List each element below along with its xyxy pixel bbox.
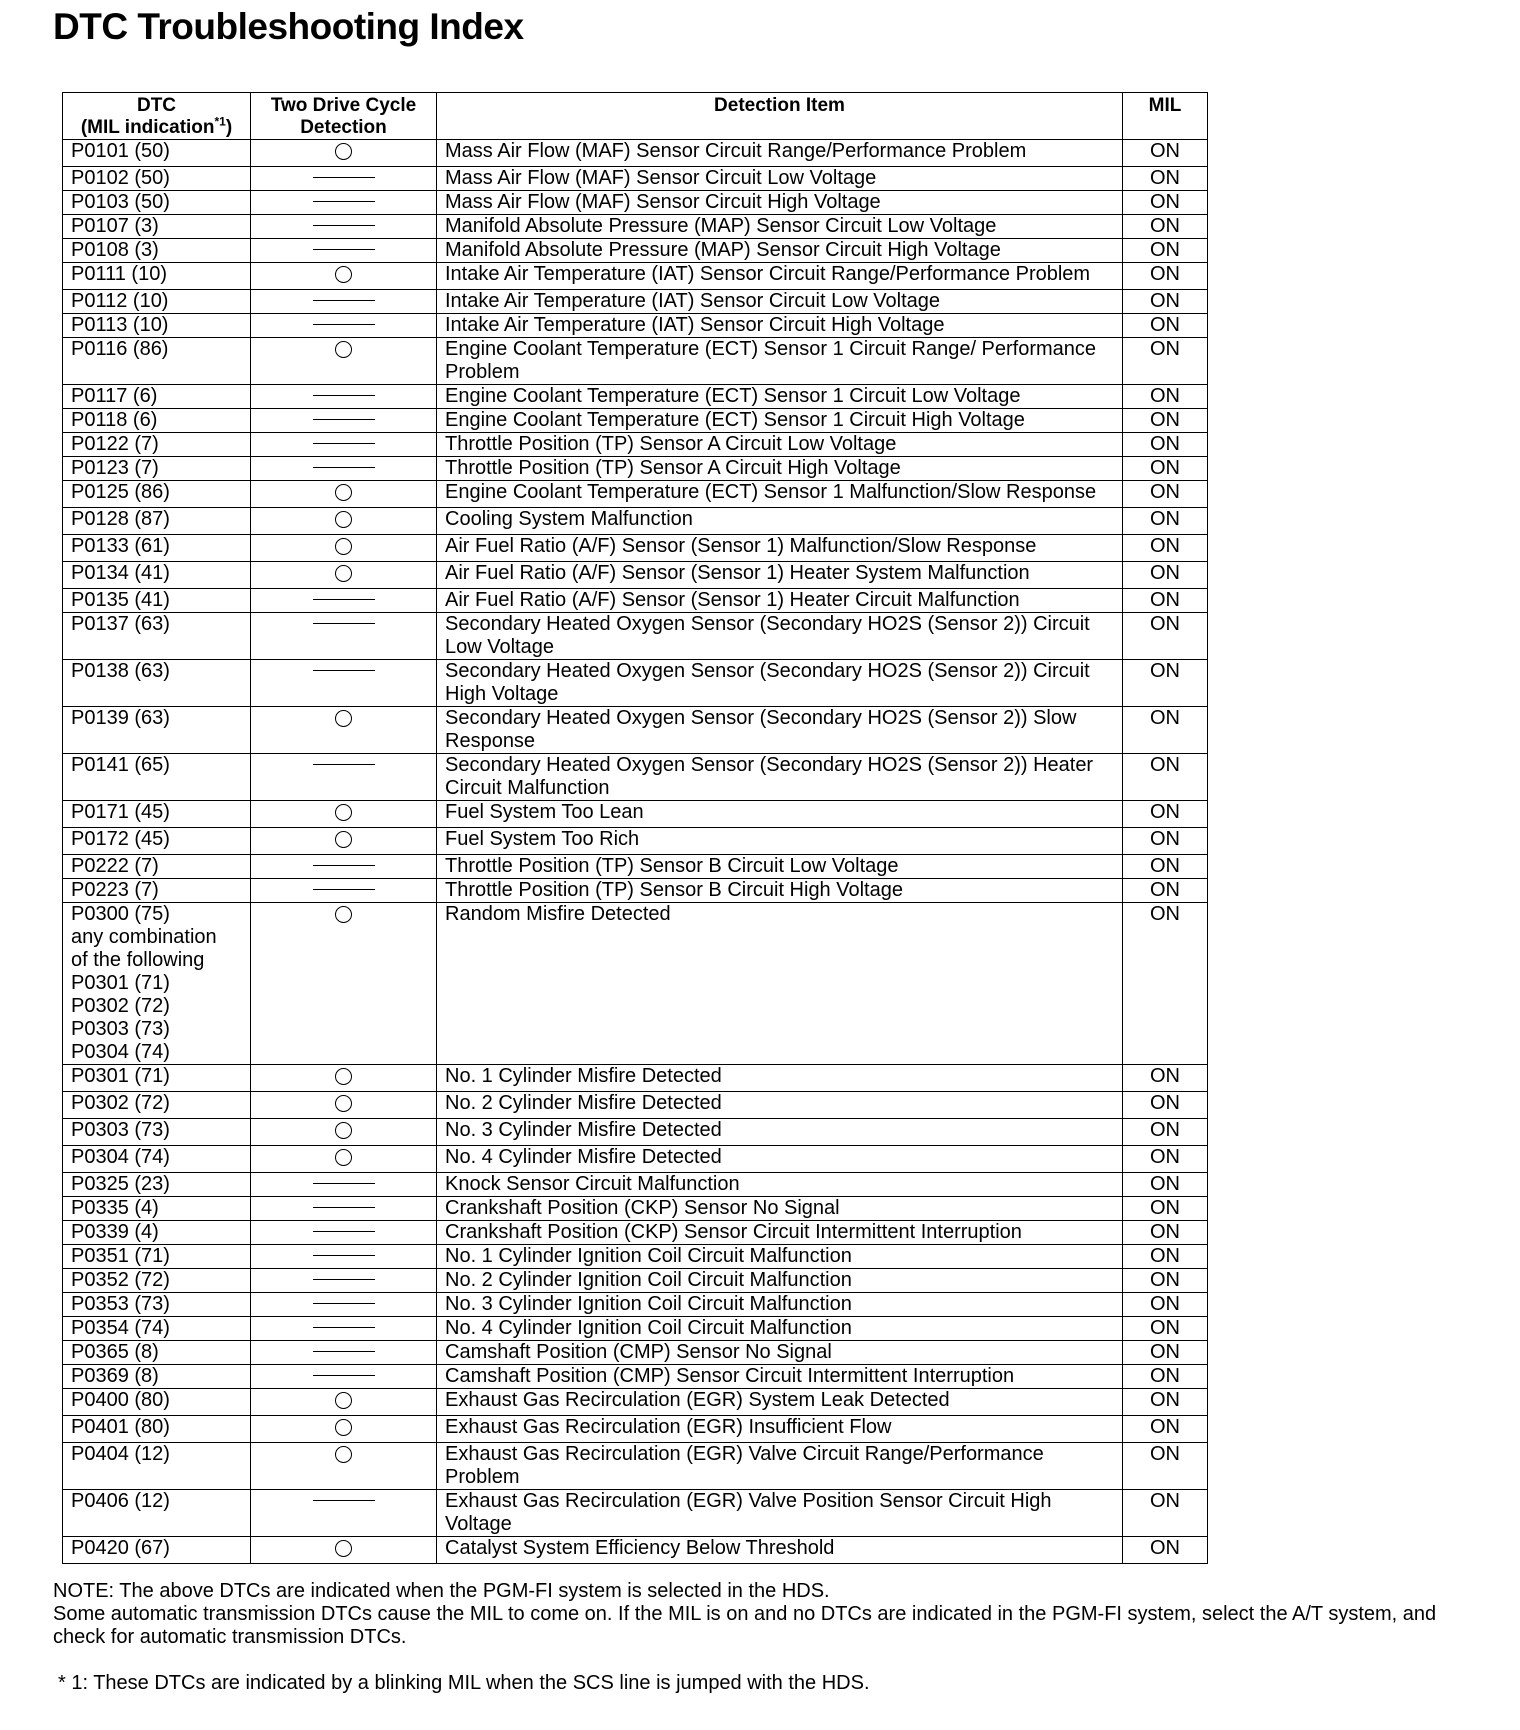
cell-detection-item: Crankshaft Position (CKP) Sensor No Signal bbox=[437, 1197, 1123, 1221]
dash-mark-icon bbox=[313, 1303, 375, 1304]
dash-mark-icon bbox=[313, 865, 375, 866]
circle-mark-icon bbox=[335, 1446, 352, 1463]
cell-detection-item: Catalyst System Efficiency Below Threshold bbox=[437, 1537, 1123, 1564]
cell-mil: ON bbox=[1123, 828, 1208, 855]
circle-mark-icon bbox=[335, 538, 352, 555]
cell-dtc: P0118 (6) bbox=[63, 409, 251, 433]
cell-dtc: P0420 (67) bbox=[63, 1537, 251, 1564]
cell-mil: ON bbox=[1123, 167, 1208, 191]
cell-mil: ON bbox=[1123, 1443, 1208, 1490]
cell-dtc: P0123 (7) bbox=[63, 457, 251, 481]
cell-detection-item: Secondary Heated Oxygen Sensor (Secondary HO2S (Sensor 2)) Circuit High Voltage bbox=[437, 660, 1123, 707]
table-row bbox=[63, 1416, 1208, 1443]
cell-dtc: P0304 (74) bbox=[63, 1146, 251, 1173]
cell-dtc: P0112 (10) bbox=[63, 290, 251, 314]
circle-mark-icon bbox=[335, 1122, 352, 1139]
cell-dtc: P0406 (12) bbox=[63, 1490, 251, 1537]
header-dtc bbox=[63, 93, 251, 140]
cell-two-drive-cycle bbox=[251, 167, 437, 191]
cell-mil: ON bbox=[1123, 457, 1208, 481]
circle-mark-icon bbox=[335, 1419, 352, 1436]
cell-detection-item: Exhaust Gas Recirculation (EGR) Insufficient Flow bbox=[437, 1416, 1123, 1443]
cell-dtc: P0134 (41) bbox=[63, 562, 251, 589]
circle-mark-icon bbox=[335, 831, 352, 848]
cell-dtc: P0133 (61) bbox=[63, 535, 251, 562]
dash-mark-icon bbox=[313, 1327, 375, 1328]
cell-dtc: P0300 (75) any combination of the following P0301 (71) P0302 (72) P0303 (73) P0304 (74) bbox=[63, 903, 251, 1065]
table-row bbox=[63, 1197, 1208, 1221]
cell-detection-item: Manifold Absolute Pressure (MAP) Sensor Circuit Low Voltage bbox=[437, 215, 1123, 239]
dash-mark-icon bbox=[313, 1375, 375, 1376]
cell-two-drive-cycle bbox=[251, 1173, 437, 1197]
cell-two-drive-cycle bbox=[251, 855, 437, 879]
table-row bbox=[63, 1341, 1208, 1365]
dash-mark-icon bbox=[313, 623, 375, 624]
dash-mark-icon bbox=[313, 1231, 375, 1232]
cell-mil: ON bbox=[1123, 1065, 1208, 1092]
cell-two-drive-cycle bbox=[251, 1537, 437, 1564]
table-row bbox=[63, 1092, 1208, 1119]
table-row bbox=[63, 263, 1208, 290]
table-row bbox=[63, 314, 1208, 338]
cell-dtc: P0400 (80) bbox=[63, 1389, 251, 1416]
cell-dtc: P0325 (23) bbox=[63, 1173, 251, 1197]
cell-dtc: P0354 (74) bbox=[63, 1317, 251, 1341]
cell-mil: ON bbox=[1123, 1269, 1208, 1293]
header-dtc-sub: (MIL indication bbox=[80, 117, 215, 138]
cell-two-drive-cycle bbox=[251, 1416, 437, 1443]
cell-detection-item: Exhaust Gas Recirculation (EGR) Valve Circuit Range/Performance Problem bbox=[437, 1443, 1123, 1490]
circle-mark-icon bbox=[335, 565, 352, 582]
table-row bbox=[63, 239, 1208, 263]
cell-detection-item: Camshaft Position (CMP) Sensor No Signal bbox=[437, 1341, 1123, 1365]
header-dtc-label: DTC bbox=[136, 95, 177, 116]
table-row bbox=[63, 1443, 1208, 1490]
table-row bbox=[63, 613, 1208, 660]
circle-mark-icon bbox=[335, 710, 352, 727]
cell-two-drive-cycle bbox=[251, 1092, 437, 1119]
footnote: * 1: These DTCs are indicated by a blinking MIL when the SCS line is jumped with the HDS. bbox=[58, 1672, 870, 1694]
cell-two-drive-cycle bbox=[251, 801, 437, 828]
cell-detection-item: Engine Coolant Temperature (ECT) Sensor 1 Circuit High Voltage bbox=[437, 409, 1123, 433]
cell-detection-item: No. 3 Cylinder Misfire Detected bbox=[437, 1119, 1123, 1146]
dash-mark-icon bbox=[313, 419, 375, 420]
cell-detection-item: No. 4 Cylinder Ignition Coil Circuit Malfunction bbox=[437, 1317, 1123, 1341]
cell-two-drive-cycle bbox=[251, 828, 437, 855]
dash-mark-icon bbox=[313, 1279, 375, 1280]
circle-mark-icon bbox=[335, 341, 352, 358]
dash-mark-icon bbox=[313, 300, 375, 301]
cell-two-drive-cycle bbox=[251, 1119, 437, 1146]
cell-mil: ON bbox=[1123, 1197, 1208, 1221]
cell-mil: ON bbox=[1123, 263, 1208, 290]
dash-mark-icon bbox=[313, 249, 375, 250]
cell-detection-item: Engine Coolant Temperature (ECT) Sensor 1 Malfunction/Slow Response bbox=[437, 481, 1123, 508]
cell-mil: ON bbox=[1123, 338, 1208, 385]
cell-two-drive-cycle bbox=[251, 1221, 437, 1245]
cell-two-drive-cycle bbox=[251, 535, 437, 562]
cell-detection-item: Throttle Position (TP) Sensor B Circuit Low Voltage bbox=[437, 855, 1123, 879]
header-two-drive-cycle: Two Drive Cycle Detection bbox=[251, 93, 437, 140]
cell-detection-item: No. 3 Cylinder Ignition Coil Circuit Malfunction bbox=[437, 1293, 1123, 1317]
cell-two-drive-cycle bbox=[251, 660, 437, 707]
header-dtc-footnote-mark: *1 bbox=[214, 114, 226, 129]
cell-two-drive-cycle bbox=[251, 215, 437, 239]
table-row bbox=[63, 1119, 1208, 1146]
cell-detection-item: Camshaft Position (CMP) Sensor Circuit Intermittent Interruption bbox=[437, 1365, 1123, 1389]
cell-dtc: P0103 (50) bbox=[63, 191, 251, 215]
cell-detection-item: Mass Air Flow (MAF) Sensor Circuit Low Voltage bbox=[437, 167, 1123, 191]
cell-mil: ON bbox=[1123, 754, 1208, 801]
cell-detection-item: No. 2 Cylinder Ignition Coil Circuit Malfunction bbox=[437, 1269, 1123, 1293]
table-row bbox=[63, 457, 1208, 481]
dash-mark-icon bbox=[313, 1351, 375, 1352]
table-row bbox=[63, 855, 1208, 879]
cell-mil: ON bbox=[1123, 1537, 1208, 1564]
cell-mil: ON bbox=[1123, 707, 1208, 754]
dash-mark-icon bbox=[313, 670, 375, 671]
cell-dtc: P0365 (8) bbox=[63, 1341, 251, 1365]
cell-mil: ON bbox=[1123, 140, 1208, 167]
cell-mil: ON bbox=[1123, 1119, 1208, 1146]
dash-mark-icon bbox=[313, 599, 375, 600]
cell-two-drive-cycle bbox=[251, 263, 437, 290]
table-body bbox=[63, 140, 1208, 1564]
cell-two-drive-cycle bbox=[251, 1365, 437, 1389]
cell-dtc: P0125 (86) bbox=[63, 481, 251, 508]
table-row bbox=[63, 508, 1208, 535]
cell-detection-item: Intake Air Temperature (IAT) Sensor Circuit High Voltage bbox=[437, 314, 1123, 338]
cell-dtc: P0172 (45) bbox=[63, 828, 251, 855]
table-row bbox=[63, 1146, 1208, 1173]
cell-dtc: P0401 (80) bbox=[63, 1416, 251, 1443]
circle-mark-icon bbox=[335, 511, 352, 528]
cell-detection-item: Random Misfire Detected bbox=[437, 903, 1123, 1065]
cell-two-drive-cycle bbox=[251, 457, 437, 481]
cell-detection-item: Intake Air Temperature (IAT) Sensor Circuit Range/Performance Problem bbox=[437, 263, 1123, 290]
cell-mil: ON bbox=[1123, 903, 1208, 1065]
circle-mark-icon bbox=[335, 906, 352, 923]
cell-detection-item: No. 2 Cylinder Misfire Detected bbox=[437, 1092, 1123, 1119]
dash-mark-icon bbox=[313, 201, 375, 202]
cell-two-drive-cycle bbox=[251, 290, 437, 314]
table-row bbox=[63, 707, 1208, 754]
cell-mil: ON bbox=[1123, 1416, 1208, 1443]
cell-mil: ON bbox=[1123, 535, 1208, 562]
dtc-index-table bbox=[62, 92, 1208, 1564]
cell-mil: ON bbox=[1123, 613, 1208, 660]
cell-mil: ON bbox=[1123, 660, 1208, 707]
cell-two-drive-cycle bbox=[251, 1341, 437, 1365]
cell-dtc: P0135 (41) bbox=[63, 589, 251, 613]
cell-dtc: P0223 (7) bbox=[63, 879, 251, 903]
cell-mil: ON bbox=[1123, 1146, 1208, 1173]
cell-dtc: P0108 (3) bbox=[63, 239, 251, 263]
circle-mark-icon bbox=[335, 1540, 352, 1557]
cell-detection-item: Air Fuel Ratio (A/F) Sensor (Sensor 1) Heater Circuit Malfunction bbox=[437, 589, 1123, 613]
cell-two-drive-cycle bbox=[251, 1293, 437, 1317]
cell-two-drive-cycle bbox=[251, 1065, 437, 1092]
table-row bbox=[63, 879, 1208, 903]
cell-two-drive-cycle bbox=[251, 903, 437, 1065]
circle-mark-icon bbox=[335, 143, 352, 160]
table-row bbox=[63, 535, 1208, 562]
cell-mil: ON bbox=[1123, 433, 1208, 457]
cell-two-drive-cycle bbox=[251, 589, 437, 613]
dash-mark-icon bbox=[313, 395, 375, 396]
circle-mark-icon bbox=[335, 1149, 352, 1166]
cell-detection-item: Air Fuel Ratio (A/F) Sensor (Sensor 1) Malfunction/Slow Response bbox=[437, 535, 1123, 562]
cell-mil: ON bbox=[1123, 1365, 1208, 1389]
note-line-1: NOTE: The above DTCs are indicated when the PGM-FI system is selected in the HDS. bbox=[53, 1580, 830, 1602]
cell-two-drive-cycle bbox=[251, 1146, 437, 1173]
table-row bbox=[63, 1317, 1208, 1341]
cell-dtc: P0122 (7) bbox=[63, 433, 251, 457]
cell-mil: ON bbox=[1123, 215, 1208, 239]
table-header-row bbox=[63, 93, 1208, 140]
page-title: DTC Troubleshooting Index bbox=[53, 6, 524, 47]
table-row bbox=[63, 290, 1208, 314]
cell-detection-item: Air Fuel Ratio (A/F) Sensor (Sensor 1) Heater System Malfunction bbox=[437, 562, 1123, 589]
cell-two-drive-cycle bbox=[251, 1389, 437, 1416]
cell-dtc: P0339 (4) bbox=[63, 1221, 251, 1245]
cell-detection-item: No. 4 Cylinder Misfire Detected bbox=[437, 1146, 1123, 1173]
table-row bbox=[63, 1245, 1208, 1269]
cell-mil: ON bbox=[1123, 562, 1208, 589]
cell-mil: ON bbox=[1123, 409, 1208, 433]
table-row bbox=[63, 801, 1208, 828]
table-row bbox=[63, 562, 1208, 589]
cell-detection-item: Crankshaft Position (CKP) Sensor Circuit Intermittent Interruption bbox=[437, 1221, 1123, 1245]
table-row bbox=[63, 828, 1208, 855]
cell-detection-item: Mass Air Flow (MAF) Sensor Circuit Range/Performance Problem bbox=[437, 140, 1123, 167]
cell-two-drive-cycle bbox=[251, 239, 437, 263]
cell-dtc: P0302 (72) bbox=[63, 1092, 251, 1119]
notes bbox=[53, 1580, 1473, 1649]
table-row bbox=[63, 1173, 1208, 1197]
header-mil: MIL bbox=[1123, 93, 1208, 140]
table-row bbox=[63, 191, 1208, 215]
cell-dtc: P0128 (87) bbox=[63, 508, 251, 535]
cell-detection-item: Fuel System Too Rich bbox=[437, 828, 1123, 855]
cell-detection-item: Secondary Heated Oxygen Sensor (Secondary HO2S (Sensor 2)) Slow Response bbox=[437, 707, 1123, 754]
cell-detection-item: No. 1 Cylinder Ignition Coil Circuit Malfunction bbox=[437, 1245, 1123, 1269]
cell-two-drive-cycle bbox=[251, 481, 437, 508]
dash-mark-icon bbox=[313, 177, 375, 178]
cell-detection-item: Exhaust Gas Recirculation (EGR) System Leak Detected bbox=[437, 1389, 1123, 1416]
cell-dtc: P0171 (45) bbox=[63, 801, 251, 828]
cell-detection-item: Fuel System Too Lean bbox=[437, 801, 1123, 828]
header-dtc-close: ) bbox=[225, 117, 233, 138]
circle-mark-icon bbox=[335, 1095, 352, 1112]
cell-mil: ON bbox=[1123, 290, 1208, 314]
cell-two-drive-cycle bbox=[251, 385, 437, 409]
cell-mil: ON bbox=[1123, 1221, 1208, 1245]
cell-mil: ON bbox=[1123, 191, 1208, 215]
circle-mark-icon bbox=[335, 266, 352, 283]
table-row bbox=[63, 433, 1208, 457]
circle-mark-icon bbox=[335, 1068, 352, 1085]
cell-mil: ON bbox=[1123, 1389, 1208, 1416]
cell-detection-item: Cooling System Malfunction bbox=[437, 508, 1123, 535]
table-row bbox=[63, 481, 1208, 508]
cell-detection-item: Intake Air Temperature (IAT) Sensor Circuit Low Voltage bbox=[437, 290, 1123, 314]
table-row bbox=[63, 1065, 1208, 1092]
table-row bbox=[63, 1365, 1208, 1389]
cell-dtc: P0116 (86) bbox=[63, 338, 251, 385]
circle-mark-icon bbox=[335, 1392, 352, 1409]
cell-mil: ON bbox=[1123, 481, 1208, 508]
cell-dtc: P0137 (63) bbox=[63, 613, 251, 660]
circle-mark-icon bbox=[335, 484, 352, 501]
cell-detection-item: Throttle Position (TP) Sensor A Circuit Low Voltage bbox=[437, 433, 1123, 457]
table-row bbox=[63, 215, 1208, 239]
cell-dtc: P0301 (71) bbox=[63, 1065, 251, 1092]
cell-dtc: P0353 (73) bbox=[63, 1293, 251, 1317]
cell-two-drive-cycle bbox=[251, 140, 437, 167]
cell-mil: ON bbox=[1123, 314, 1208, 338]
cell-two-drive-cycle bbox=[251, 409, 437, 433]
dash-mark-icon bbox=[313, 1183, 375, 1184]
cell-mil: ON bbox=[1123, 1317, 1208, 1341]
cell-dtc: P0352 (72) bbox=[63, 1269, 251, 1293]
cell-mil: ON bbox=[1123, 1490, 1208, 1537]
cell-two-drive-cycle bbox=[251, 433, 437, 457]
cell-dtc: P0369 (8) bbox=[63, 1365, 251, 1389]
cell-two-drive-cycle bbox=[251, 1443, 437, 1490]
dash-mark-icon bbox=[313, 324, 375, 325]
dash-mark-icon bbox=[313, 225, 375, 226]
cell-detection-item: Secondary Heated Oxygen Sensor (Secondary HO2S (Sensor 2)) Heater Circuit Malfunction bbox=[437, 754, 1123, 801]
cell-two-drive-cycle bbox=[251, 754, 437, 801]
cell-detection-item: Mass Air Flow (MAF) Sensor Circuit High Voltage bbox=[437, 191, 1123, 215]
cell-two-drive-cycle bbox=[251, 338, 437, 385]
table-row bbox=[63, 338, 1208, 385]
cell-dtc: P0351 (71) bbox=[63, 1245, 251, 1269]
cell-mil: ON bbox=[1123, 1173, 1208, 1197]
cell-two-drive-cycle bbox=[251, 879, 437, 903]
cell-detection-item: Secondary Heated Oxygen Sensor (Secondary HO2S (Sensor 2)) Circuit Low Voltage bbox=[437, 613, 1123, 660]
table-row bbox=[63, 1293, 1208, 1317]
cell-two-drive-cycle bbox=[251, 1317, 437, 1341]
table-row bbox=[63, 140, 1208, 167]
table-row bbox=[63, 1389, 1208, 1416]
cell-two-drive-cycle bbox=[251, 1490, 437, 1537]
dash-mark-icon bbox=[313, 764, 375, 765]
dash-mark-icon bbox=[313, 467, 375, 468]
dash-mark-icon bbox=[313, 1255, 375, 1256]
table-row bbox=[63, 754, 1208, 801]
cell-detection-item: Engine Coolant Temperature (ECT) Sensor 1 Circuit Low Voltage bbox=[437, 385, 1123, 409]
cell-two-drive-cycle bbox=[251, 1197, 437, 1221]
cell-dtc: P0141 (65) bbox=[63, 754, 251, 801]
table-row bbox=[63, 1269, 1208, 1293]
cell-dtc: P0303 (73) bbox=[63, 1119, 251, 1146]
table-row bbox=[63, 1537, 1208, 1564]
cell-mil: ON bbox=[1123, 801, 1208, 828]
cell-dtc: P0139 (63) bbox=[63, 707, 251, 754]
cell-two-drive-cycle bbox=[251, 508, 437, 535]
cell-mil: ON bbox=[1123, 879, 1208, 903]
cell-dtc: P0138 (63) bbox=[63, 660, 251, 707]
circle-mark-icon bbox=[335, 804, 352, 821]
table-row bbox=[63, 660, 1208, 707]
cell-detection-item: Exhaust Gas Recirculation (EGR) Valve Position Sensor Circuit High Voltage bbox=[437, 1490, 1123, 1537]
dash-mark-icon bbox=[313, 1500, 375, 1501]
table-row bbox=[63, 167, 1208, 191]
cell-dtc: P0102 (50) bbox=[63, 167, 251, 191]
cell-two-drive-cycle bbox=[251, 314, 437, 338]
cell-mil: ON bbox=[1123, 589, 1208, 613]
cell-dtc: P0222 (7) bbox=[63, 855, 251, 879]
cell-mil: ON bbox=[1123, 385, 1208, 409]
dash-mark-icon bbox=[313, 1207, 375, 1208]
cell-dtc: P0335 (4) bbox=[63, 1197, 251, 1221]
cell-two-drive-cycle bbox=[251, 562, 437, 589]
cell-two-drive-cycle bbox=[251, 191, 437, 215]
table-row bbox=[63, 589, 1208, 613]
cell-detection-item: Knock Sensor Circuit Malfunction bbox=[437, 1173, 1123, 1197]
table-row bbox=[63, 1221, 1208, 1245]
cell-mil: ON bbox=[1123, 1293, 1208, 1317]
cell-mil: ON bbox=[1123, 1092, 1208, 1119]
cell-dtc: P0404 (12) bbox=[63, 1443, 251, 1490]
table-row bbox=[63, 903, 1208, 1065]
cell-dtc: P0117 (6) bbox=[63, 385, 251, 409]
dash-mark-icon bbox=[313, 889, 375, 890]
cell-two-drive-cycle bbox=[251, 1269, 437, 1293]
dash-mark-icon bbox=[313, 443, 375, 444]
cell-mil: ON bbox=[1123, 855, 1208, 879]
cell-two-drive-cycle bbox=[251, 1245, 437, 1269]
cell-two-drive-cycle bbox=[251, 613, 437, 660]
table-row bbox=[63, 1490, 1208, 1537]
cell-mil: ON bbox=[1123, 508, 1208, 535]
table-row bbox=[63, 409, 1208, 433]
cell-dtc: P0107 (3) bbox=[63, 215, 251, 239]
cell-detection-item: Engine Coolant Temperature (ECT) Sensor 1 Circuit Range/ Performance Problem bbox=[437, 338, 1123, 385]
cell-mil: ON bbox=[1123, 1245, 1208, 1269]
cell-detection-item: Manifold Absolute Pressure (MAP) Sensor Circuit High Voltage bbox=[437, 239, 1123, 263]
cell-dtc: P0111 (10) bbox=[63, 263, 251, 290]
cell-detection-item: Throttle Position (TP) Sensor B Circuit High Voltage bbox=[437, 879, 1123, 903]
cell-dtc: P0101 (50) bbox=[63, 140, 251, 167]
cell-two-drive-cycle bbox=[251, 707, 437, 754]
cell-mil: ON bbox=[1123, 1341, 1208, 1365]
cell-detection-item: Throttle Position (TP) Sensor A Circuit High Voltage bbox=[437, 457, 1123, 481]
cell-dtc: P0113 (10) bbox=[63, 314, 251, 338]
note-line-2: Some automatic transmission DTCs cause the MIL to come on. If the MIL is on and no DTCs are indicated in the PGM-FI system, select the A/T system, and check for automatic transmission DTCs. bbox=[53, 1603, 1437, 1648]
table-row bbox=[63, 385, 1208, 409]
header-detection-item: Detection Item bbox=[437, 93, 1123, 140]
cell-mil: ON bbox=[1123, 239, 1208, 263]
cell-detection-item: No. 1 Cylinder Misfire Detected bbox=[437, 1065, 1123, 1092]
